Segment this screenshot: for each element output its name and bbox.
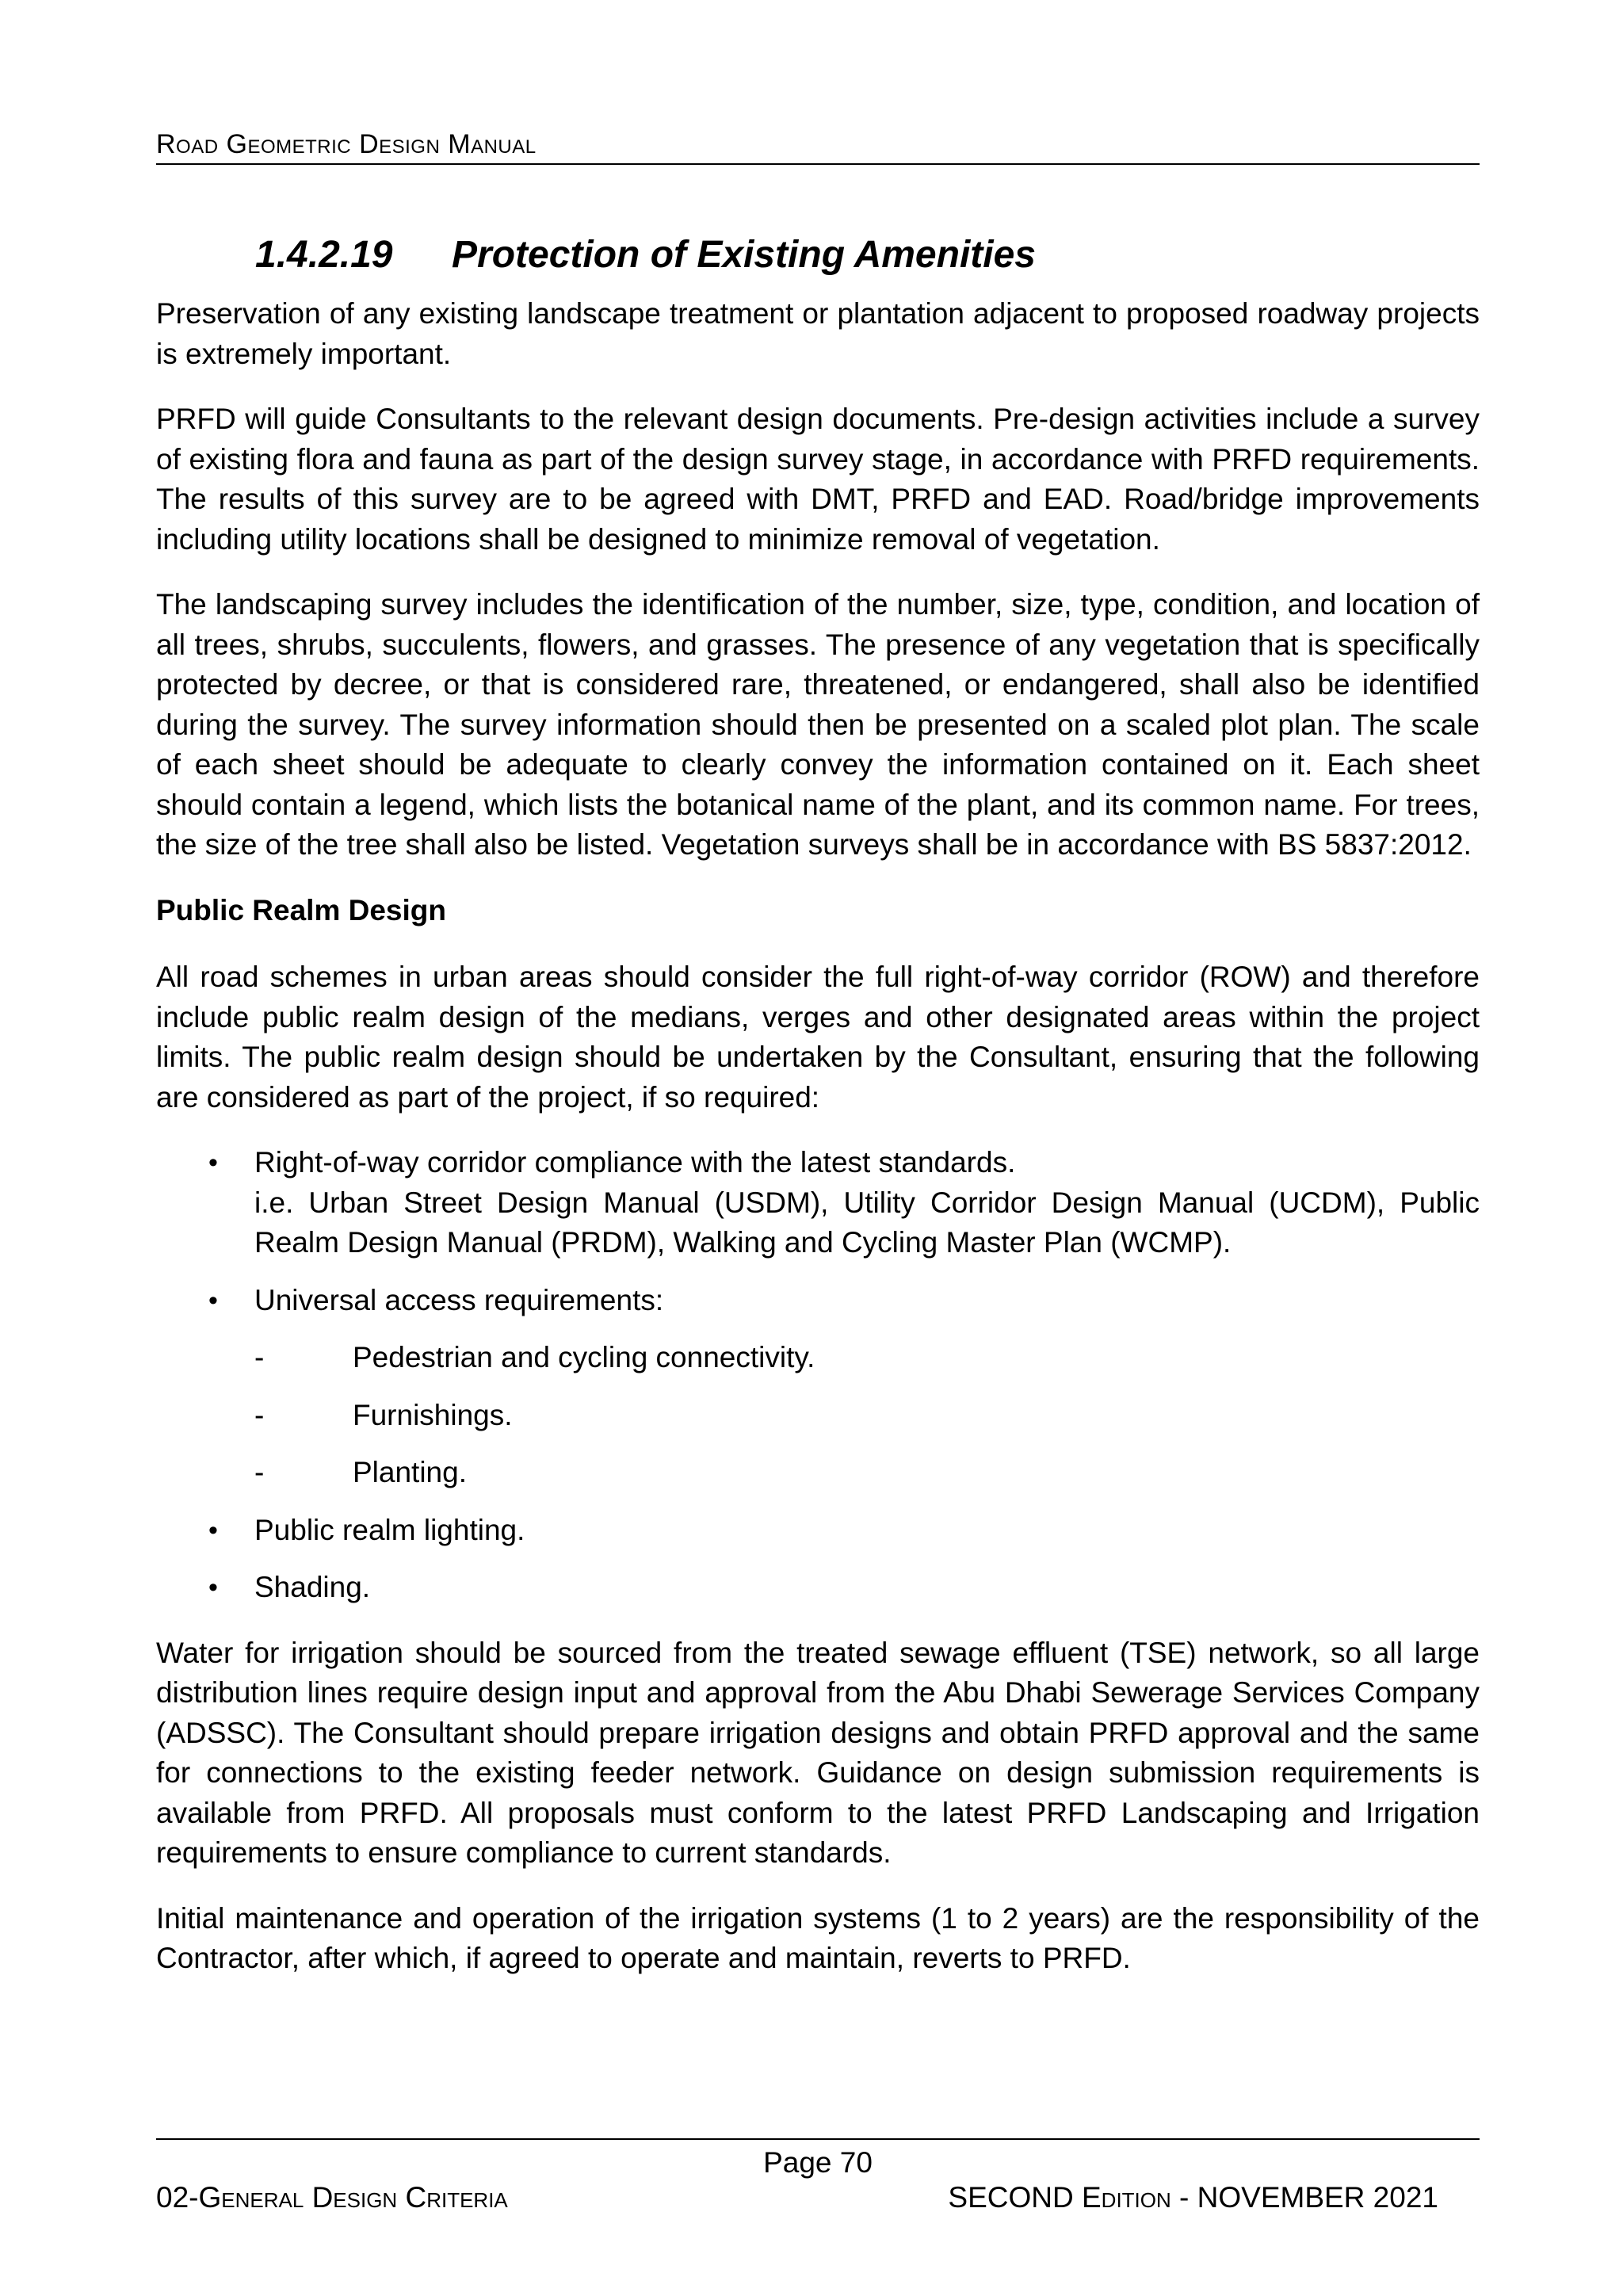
dash-item xyxy=(156,1396,1480,1436)
dash-item-text: Furnishings. xyxy=(353,1398,513,1431)
footer-chapter: 02-General Design Criteria xyxy=(156,2181,508,2214)
public-realm-subheading: Public Realm Design xyxy=(156,893,446,926)
bullet-universal-access: • Universal access requirements: xyxy=(254,1283,664,1316)
bullet-row-compliance: • Right-of-way corridor compliance with the latest standards. xyxy=(254,1146,1016,1179)
section-title: Protection of Existing Amenities xyxy=(452,234,1036,276)
page-footer xyxy=(156,2138,1480,2227)
dash-marker: - xyxy=(254,1456,265,1488)
running-header-title: Road Geometric Design Manual xyxy=(156,129,537,159)
paragraph-3: The landscaping survey includes the identification of the number, size, type, condition, and location of all trees, shrubs, succulents, flowers, and grasses. The presence of any vegetation that is specifically protected by decree, or that is considered rare, threatened, or endangered, shall also be identified during the survey. The survey information should then be presented on a scaled plot plan. The scale of each sheet should be adequate to clearly convey the information contained on it. Each sheet should contain a legend, which lists the botanical name of the plant, and its common name. For trees, the size of the tree shall also be listed. Vegetation surveys shall be in accordance with BS 5837:2012. xyxy=(156,588,1480,861)
bullet-item xyxy=(156,1281,1480,1493)
requirements-bullet-list xyxy=(156,1143,1480,1608)
bullet-item xyxy=(156,1143,1480,1263)
paragraph-6: Initial maintenance and operation of the irrigation systems (1 to 2 years) are the responsibility of the Contractor, after which, if agreed to operate and maintain, reverts to PRFD. xyxy=(156,1901,1480,1974)
dash-marker: - xyxy=(254,1341,265,1373)
dash-item-text: Pedestrian and cycling connectivity. xyxy=(353,1341,815,1373)
running-header xyxy=(156,127,1480,165)
dash-item xyxy=(156,1338,1480,1378)
paragraph-5: Water for irrigation should be sourced from the treated sewage effluent (TSE) network, so all large distribution lines require design input and approval from the Abu Dhabi Sewerage Services Company (ADSSC). The Consultant should prepare irrigation designs and obtain PRFD approval and the same for connections to the existing feeder network. Guidance on design submission requirements is available from PRFD. All proposals must conform to the latest PRFD Landscaping and Irrigation requirements to ensure compliance to current standards. xyxy=(156,1636,1480,1869)
footer-edition: SECOND Edition - NOVEMBER 2021 xyxy=(948,2181,1438,2214)
dash-marker: - xyxy=(254,1398,265,1431)
universal-access-sublist xyxy=(254,1338,1480,1493)
bullet-item xyxy=(156,1511,1480,1551)
dash-item xyxy=(156,1453,1480,1493)
paragraph-2: PRFD will guide Consultants to the relevant design documents. Pre-design activities include a survey of existing flora and fauna as part of the design survey stage, in accordance with PRFD requirements. The results of this survey are to be agreed with DMT, PRFD and EAD. Road/bridge improvements including utility locations shall be designed to minimize removal of vegetation. xyxy=(156,403,1480,556)
bullet-item xyxy=(156,1568,1480,1608)
paragraph-4: All road schemes in urban areas should consider the full right-of-way corridor (ROW) and therefore include public realm design of the medians, verges and other designated areas within the project limits. The public realm design should be undertaken by the Consultant, ensuring that the following are considered as part of the project, if so required: xyxy=(156,961,1480,1114)
bullet-lighting: • Public realm lighting. xyxy=(254,1513,525,1546)
page-number: Page 70 xyxy=(763,2146,873,2179)
dash-item-text: Planting. xyxy=(353,1456,467,1488)
section-heading xyxy=(255,231,1036,279)
bullet-shading: • Shading. xyxy=(254,1571,371,1603)
paragraph-1: Preservation of any existing landscape treatment or plantation adjacent to proposed roadway projects is extremely important. xyxy=(156,297,1480,370)
body-content xyxy=(156,294,1480,2004)
bullet-row-compliance-detail: i.e. Urban Street Design Manual (USDM), Utility Corridor Design Manual (UCDM), Public Realm Design Manual (PRDM), Walking and Cycling Master Plan (WCMP). xyxy=(254,1186,1480,1259)
section-number: 1.4.2.19 xyxy=(255,234,393,276)
